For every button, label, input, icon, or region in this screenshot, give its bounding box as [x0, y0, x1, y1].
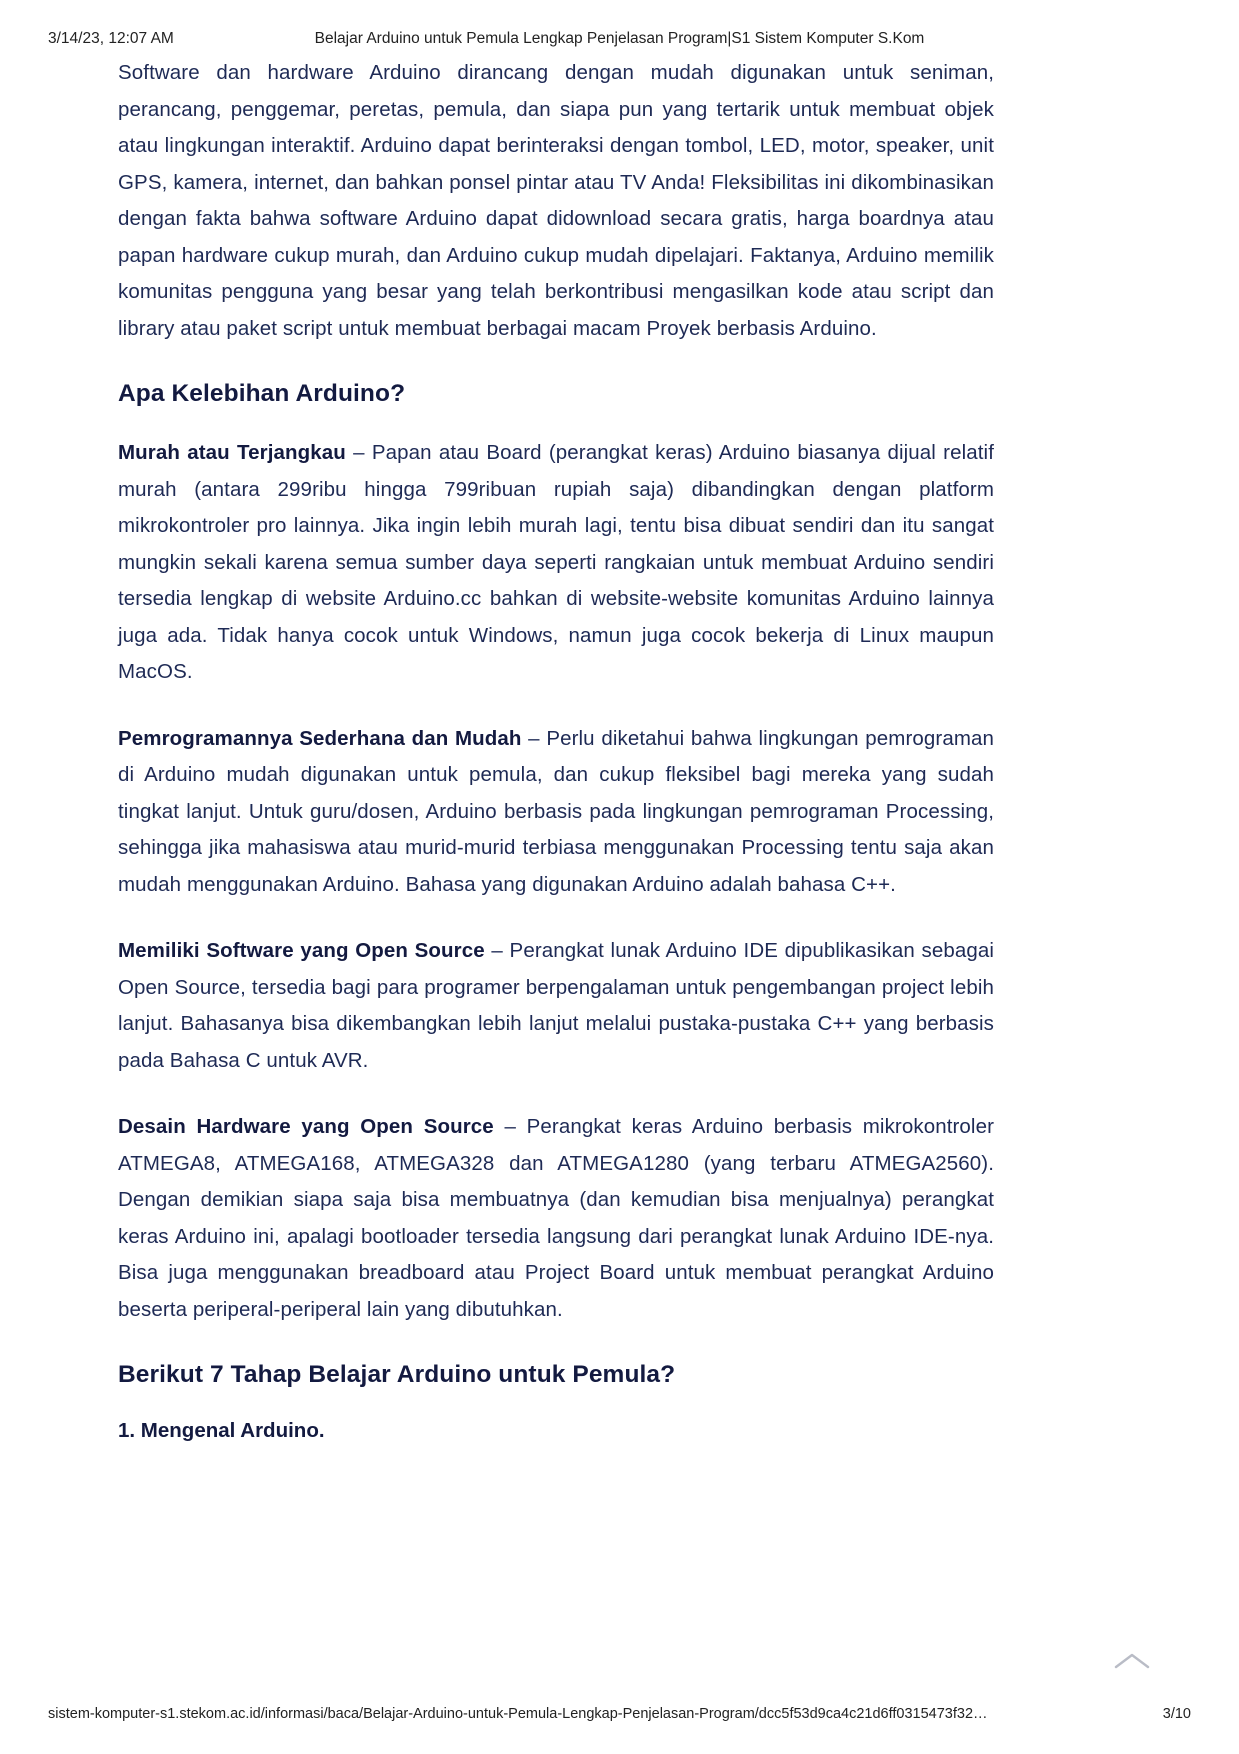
- step-item-1: 1. Mengenal Arduino.: [118, 1419, 325, 1442]
- advantage-dash: –: [521, 726, 547, 750]
- advantage-lead-label: Memiliki Software yang Open Source: [118, 939, 485, 962]
- advantage-dash: –: [484, 939, 510, 962]
- advantage-lead-label: Pemrogramannya Sederhana dan Mudah: [118, 726, 522, 750]
- advantage-paragraph: [118, 435, 994, 691]
- article-content: [118, 55, 994, 1446]
- print-footer: [0, 1706, 1239, 1726]
- advantage-paragraph: [118, 1109, 994, 1328]
- advantage-body-text: Perangkat keras Arduino berbasis mikrokontroler ATMEGA8, ATMEGA168, ATMEGA328 dan ATMEGA1280 (yang terbaru ATMEGA2560). Dengan demikian siapa saja bisa membuatnya (dan kemudian bisa menjualnya) perangkat keras Arduino ini, apalagi bootloader tersedia langsung dari perangkat lunak Arduino IDE-nya. Bisa juga menggunakan breadboard atau Project Board untuk membuat perangkat Arduino beserta periperal-periperal lain yang dibutuhkan.: [118, 1115, 994, 1321]
- scroll-to-top-button[interactable]: [1111, 1646, 1153, 1676]
- advantage-body-text: Perlu diketahui bahwa lingkungan pemrograman di Arduino mudah digunakan untuk pemula, dan cukup fleksibel bagi mereka yang sudah tingkat lanjut. Untuk guru/dosen, Arduino berbasis pada lingkungan pemrograman Processing, sehingga jika mahasiswa atau murid-murid terbiasa menggunakan Processing tentu saja akan mudah menggunakan Arduino. Bahasa yang digunakan Arduino adalah bahasa C++.: [118, 726, 995, 896]
- print-header-date: 3/14/23, 12:07 AM: [48, 30, 174, 47]
- advantage-dash: –: [345, 441, 372, 464]
- print-header: [0, 28, 1239, 50]
- advantage-paragraph: [118, 721, 994, 904]
- print-footer-url: sistem-komputer-s1.stekom.ac.id/informasi/baca/Belajar-Arduino-untuk-Pemula-Lengkap-Penjelasan-Program/dcc5f53d9ca4c21d6ff0315473f32…: [48, 1706, 988, 1722]
- advantage-lead-label: Murah atau Terjangkau: [118, 441, 346, 464]
- advantage-dash: –: [493, 1115, 527, 1138]
- advantage-paragraph: [118, 933, 994, 1079]
- intro-paragraph: Software dan hardware Arduino dirancang dengan mudah digunakan untuk seniman, perancang, penggemar, peretas, pemula, dan siapa pun yang tertarik untuk membuat objek atau lingkungan interaktif. Arduino dapat berinteraksi dengan tombol, LED, motor, speaker, unit GPS, kamera, internet, dan bahkan ponsel pintar atau TV Anda! Fleksibilitas ini dikombinasikan dengan fakta bahwa software Arduino dapat didownload secara gratis, harga boardnya atau papan hardware cukup murah, dan Arduino cukup mudah dipelajari. Faktanya, Arduino memilik komunitas pengguna yang besar yang telah berkontribusi mengasilkan kode atau script dan library atau paket script untuk membuat berbagai macam Proyek berbasis Arduino.: [118, 61, 994, 340]
- advantage-body-text: Perangkat lunak Arduino IDE dipublikasikan sebagai Open Source, tersedia bagi para programer berpengalaman untuk pengembangan project lebih lanjut. Bahasanya bisa dikembangkan lebih lanjut melalui pustaka-pustaka C++ yang berbasis pada Bahasa C untuk AVR.: [118, 939, 994, 1072]
- advantage-lead-label: Desain Hardware yang Open Source: [118, 1115, 494, 1138]
- print-footer-page-number: 3/10: [1162, 1706, 1191, 1722]
- heading-berikut-7-tahap: Berikut 7 Tahap Belajar Arduino untuk Pemula?: [118, 1361, 676, 1388]
- advantage-body-text: Papan atau Board (perangkat keras) Arduino biasanya dijual relatif murah (antara 299ribu hingga 799ribuan rupiah saja) dibandingkan dengan platform mikrokontroler pro lainnya. Jika ingin lebih murah lagi, tentu bisa dibuat sendiri dan itu sangat mungkin sekali karena semua sumber daya seperti rangkaian untuk membuat Arduino sendiri tersedia lengkap di website Arduino.cc bahkan di website-website komunitas Arduino lainnya juga ada. Tidak hanya cocok untuk Windows, namun juga cocok bekerja di Linux maupun MacOS.: [118, 441, 994, 683]
- print-header-title: Belajar Arduino untuk Pemula Lengkap Penjelasan Program|S1 Sistem Komputer S.Kom: [314, 30, 925, 47]
- heading-apa-kelebihan-arduino: Apa Kelebihan Arduino?: [118, 380, 406, 407]
- chevron-up-icon: [1114, 1651, 1150, 1671]
